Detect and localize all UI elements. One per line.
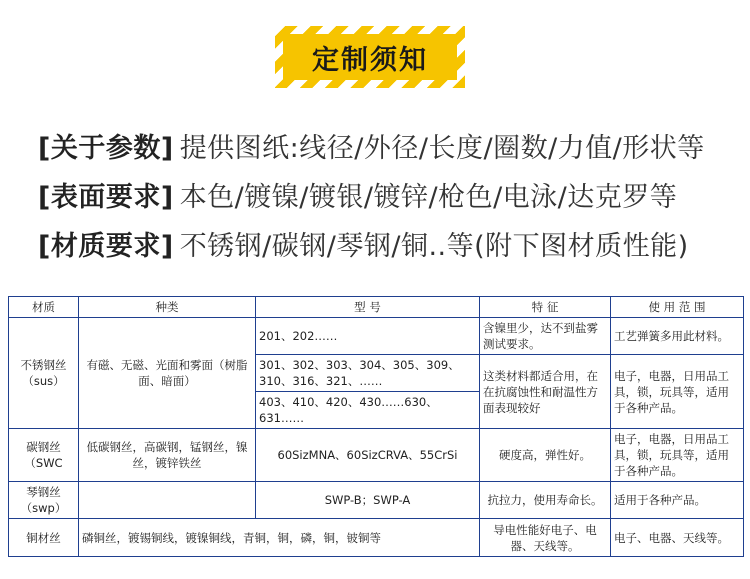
cell-kind: 磷铜丝，镀锡铜线，镀镍铜线，青铜，铜，磷，铜，铍铜等 — [79, 519, 480, 557]
header-kind: 种类 — [79, 297, 256, 318]
cell-kind — [79, 482, 256, 519]
cell-feature: 硬度高，弹性好。 — [480, 429, 611, 482]
cell-feature: 含镍里少，达不到盐雾测试要求。 — [480, 318, 611, 355]
cell-model: 301、302、303、304、305、309、310、316、321、…… — [256, 355, 480, 392]
cell-model: SWP-B；SWP-A — [256, 482, 480, 519]
title-banner-inner — [283, 34, 457, 80]
table-row-stainless — [9, 318, 744, 355]
table-row-carbon — [9, 429, 744, 482]
table-header-row — [9, 297, 744, 318]
param-text: 不锈钢/碳钢/琴钢/铜..等(附下图材质性能) — [179, 231, 689, 262]
header-usage: 使 用 范 围 — [611, 297, 744, 318]
cell-usage: 适用于各种产品。 — [611, 482, 744, 519]
cell-usage: 工艺弹簧多用此材料。 — [611, 318, 744, 355]
cell-material: 铜材丝 — [9, 519, 79, 557]
header-material: 材质 — [9, 297, 79, 318]
param-text: 提供图纸:线径/外径/长度/圈数/力值/形状等 — [179, 133, 705, 164]
param-text: 本色/镀镍/镀银/镀锌/枪色/电泳/达克罗等 — [179, 182, 678, 213]
param-label: [材质要求] — [38, 231, 174, 262]
param-line-material — [38, 224, 689, 263]
title-banner — [275, 26, 465, 88]
header-model: 型 号 — [256, 297, 480, 318]
cell-material: 琴钢丝（swp） — [9, 482, 79, 519]
cell-feature: 导电性能好电子、电器、天线等。 — [480, 519, 611, 557]
table-row-piano — [9, 482, 744, 519]
cell-feature: 抗拉力，使用寿命长。 — [480, 482, 611, 519]
cell-material: 碳钢丝（SWC — [9, 429, 79, 482]
cell-usage: 电子、电器、天线等。 — [611, 519, 744, 557]
cell-model: 60SizMNA、60SizCRVA、55CrSi — [256, 429, 480, 482]
cell-feature: 这类材料都适合用，在在抗腐蚀性和耐温性方面表现较好 — [480, 355, 611, 429]
cell-kind: 低碳钢丝，高碳钢，锰钢丝，镍丝，镀锌铁丝 — [79, 429, 256, 482]
cell-kind: 有磁、无磁、光面和雾面（树脂面、暗面） — [79, 318, 256, 429]
param-line-parameters — [38, 126, 705, 165]
cell-usage: 电子，电器，日用品工具，锁，玩具等，适用于各种产品。 — [611, 355, 744, 429]
cell-usage: 电子，电器，日用品工具，锁，玩具等，适用于各种产品。 — [611, 429, 744, 482]
cell-model: 403、410、420、430……630、631…… — [256, 392, 480, 429]
material-spec-table — [8, 296, 744, 557]
cell-model: 201、202…… — [256, 318, 480, 355]
page-title: 定制须知 — [312, 44, 428, 76]
cell-material: 不锈钢丝（sus） — [9, 318, 79, 429]
param-label: [关于参数] — [38, 133, 174, 164]
header-feature: 特 征 — [480, 297, 611, 318]
param-label: [表面要求] — [38, 182, 174, 213]
table-row-copper — [9, 519, 744, 557]
param-line-surface — [38, 175, 677, 214]
